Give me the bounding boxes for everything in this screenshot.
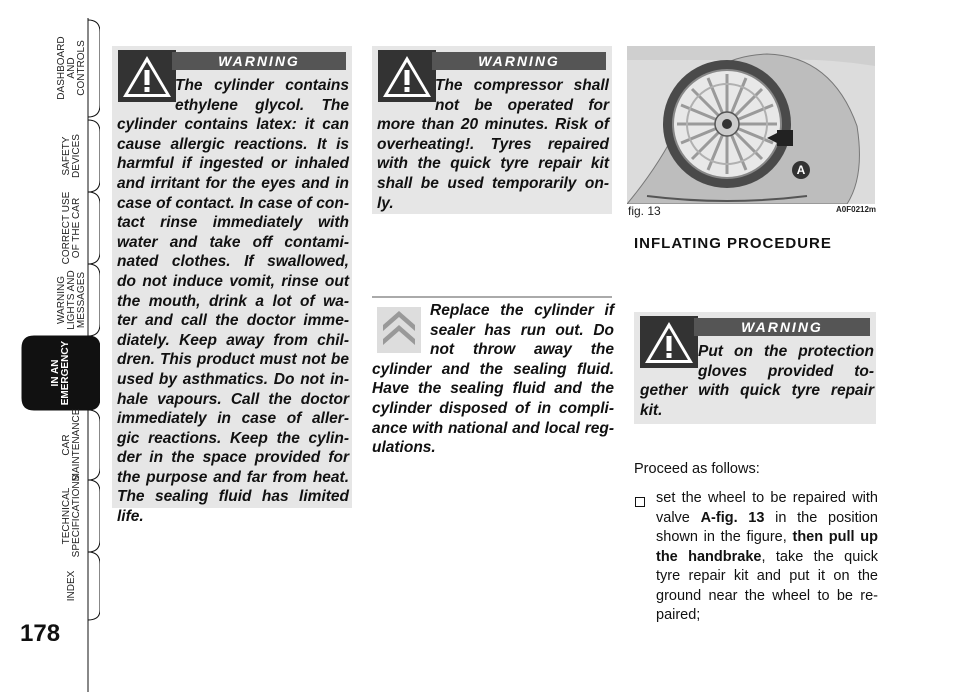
text-line: tact rinse immediately with	[117, 214, 349, 232]
tab-label-line: MESSAGES	[76, 271, 87, 329]
tab-label-line: SAFETY	[61, 136, 72, 176]
step-line	[634, 548, 878, 568]
warning-title-bar: WARNING	[172, 52, 346, 70]
step-line	[634, 528, 878, 548]
text-run: shown in the figure,	[656, 529, 793, 545]
warning-title-bar: WARNING	[694, 318, 870, 336]
text-line: the purpose and far from heat.	[117, 468, 349, 486]
tab-label-line: TECHNICAL	[61, 487, 72, 545]
marker-a: A	[792, 161, 810, 179]
section-heading: INFLATING PROCEDURE	[634, 235, 832, 252]
text-line: The sealing fluid has limited	[117, 488, 349, 506]
text-line: der in the space provided for	[117, 449, 349, 467]
text-line: immediately in case of aller-	[117, 410, 349, 428]
text-line: diately. Keep away from chil-	[117, 331, 349, 349]
tab-label-line: EMERGENCY	[60, 340, 71, 406]
chapter-tabs	[0, 0, 100, 692]
text-line: ter and call the doctor imme-	[117, 312, 349, 330]
note-separator	[372, 296, 612, 298]
tab-label-line: MAINTENANCE	[71, 408, 82, 482]
tab-dashboard-and-controls[interactable]	[57, 25, 87, 111]
text-line: ly.	[377, 194, 394, 212]
step-line	[634, 509, 878, 529]
figure-caption: fig. 13	[628, 204, 661, 218]
note-text	[372, 301, 614, 458]
tab-label-line: CAR	[61, 434, 72, 456]
procedure-step	[634, 489, 878, 626]
warning-text	[117, 76, 349, 527]
text-run: paired;	[656, 607, 701, 623]
text-line: sealer has run out. Do	[430, 321, 614, 339]
text-run: valve	[656, 509, 701, 526]
text-line: nated clothes. If swallowed,	[117, 253, 349, 271]
text-line: cylinder disposed of in compli-	[372, 399, 614, 417]
text-line: shall be used temporarily on-	[377, 174, 609, 192]
text-run: , take the quick	[761, 548, 879, 565]
text-line: Replace the cylinder if	[430, 302, 614, 319]
text-line: cylinder contains latex: it can	[117, 116, 349, 134]
figure-code: A0F0212m	[836, 205, 877, 214]
text-line: gether with quick tyre repair	[640, 382, 874, 400]
text-run: ground near the wheel to be re-	[656, 587, 878, 604]
text-line: used by asthmatics. Do not in-	[117, 370, 349, 388]
text-line: water and take off contami-	[117, 233, 349, 251]
tab-label-line: INDEX	[66, 570, 77, 602]
text-line: ethylene glycol. The	[175, 96, 349, 114]
warning-box-cylinder	[112, 46, 352, 526]
tab-label-line: WARNING	[56, 276, 67, 324]
tab-label-line: CORRECT USE	[61, 191, 72, 265]
text-line: cylinder and the sealing fluid.	[372, 360, 614, 378]
text-line: and irritant for the eyes and in	[117, 174, 349, 192]
tab-label-line: LIGHTS AND	[66, 270, 77, 330]
text-run: set the wheel to be repaired with	[656, 490, 878, 506]
text-run: tyre repair kit and put it on the	[656, 568, 878, 584]
bold-run: the handbrake	[656, 548, 762, 565]
bold-run: then pull up	[792, 529, 878, 545]
text-line: case of contact. In case of con-	[117, 194, 349, 212]
text-line: the mouth, drink a lot of wa-	[117, 292, 349, 310]
step-line	[634, 489, 878, 509]
text-line: life.	[117, 508, 144, 526]
text-line: gic reactions. Keep the cylin-	[117, 429, 349, 447]
text-line: Have the sealing fluid and the	[372, 380, 614, 398]
text-line: more than 20 minutes. Risk of	[377, 116, 609, 134]
text-line: do not induce vomit, rinse out	[117, 272, 349, 290]
warning-box-gloves	[634, 312, 876, 424]
step-line	[634, 587, 878, 607]
warning-text	[640, 342, 874, 420]
warning-title-bar: WARNING	[432, 52, 606, 70]
text-line: hale vapours. Call the doctor	[117, 390, 349, 408]
wheel-photo	[627, 46, 875, 204]
text-line: dren. This product must not be	[117, 351, 349, 369]
text-line: with the quick tyre repair kit	[377, 155, 609, 173]
text-line: gloves provided to-	[698, 362, 874, 380]
tab-label-line: DASHBOARD	[56, 36, 67, 100]
text-line: ulations.	[372, 439, 436, 457]
tab-index[interactable]	[57, 543, 87, 629]
step-line	[634, 606, 878, 626]
text-line: not be operated for	[435, 96, 609, 114]
text-line: overheating!. Tyres repaired	[377, 135, 609, 153]
tab-label-line: OF THE CAR	[71, 197, 82, 259]
text-line: cause allergic reactions. It is	[117, 135, 349, 153]
step-line	[634, 567, 878, 587]
bold-run: A-fig. 13	[700, 509, 765, 526]
text-line: not throw away the	[430, 341, 614, 359]
text-line: The cylinder contains	[175, 77, 349, 94]
text-line: ance with national and local reg-	[372, 419, 614, 437]
tab-label-line: DEVICES	[71, 134, 82, 178]
warning-box-compressor	[372, 46, 612, 214]
text-line: Put on the protection	[698, 343, 874, 360]
warning-text	[377, 76, 609, 213]
page-number: 178	[20, 620, 61, 647]
tab-label-line: AND	[66, 57, 77, 79]
procedure-intro: Proceed as follows:	[634, 461, 760, 477]
tab-label-line: SPECIFICATIONS	[71, 474, 82, 558]
tab-label-line: CONTROLS	[76, 40, 87, 96]
text-line: harmful if ingested or inhaled	[117, 155, 349, 173]
text-line: The compressor shall	[435, 77, 609, 94]
text-run: in the position	[764, 509, 878, 526]
text-line: kit.	[640, 401, 663, 419]
tab-label-line: IN AN	[50, 359, 61, 387]
